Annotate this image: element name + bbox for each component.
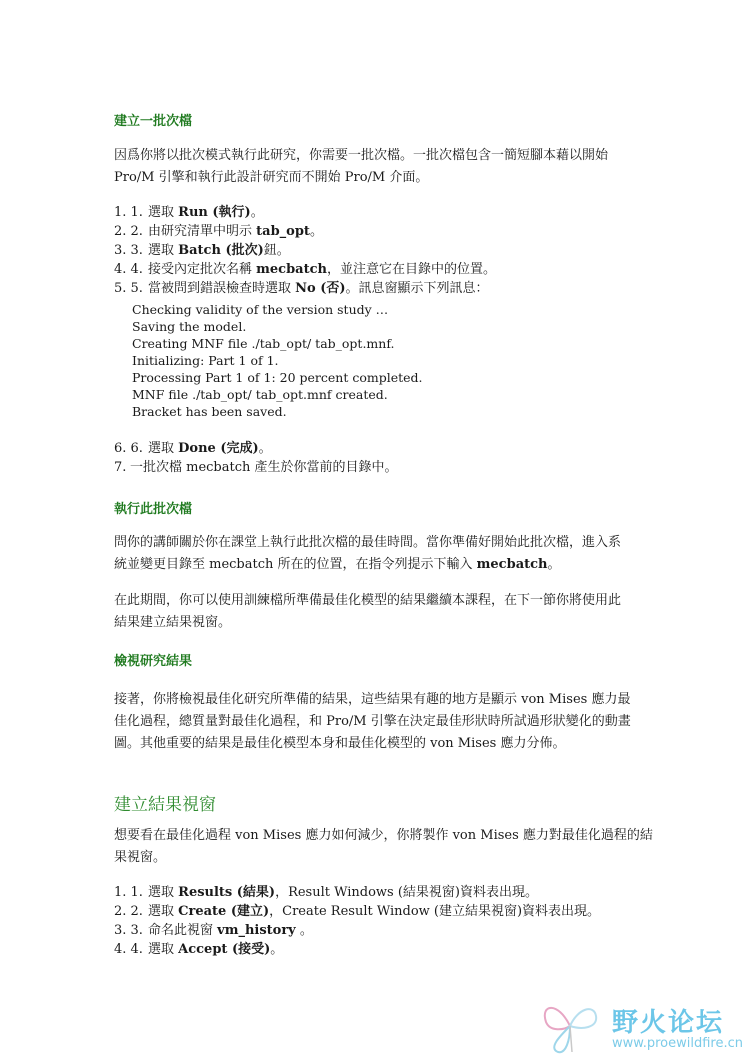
section4-para: [114, 825, 714, 869]
section-heading-create-result-window: 建立結果視窗: [114, 795, 216, 815]
para-line: 接著，你將檢視最佳化研究所準備的結果，這些結果有趣的地方是顯示 von Mises 應力最: [114, 692, 631, 707]
list-item: 7. 一批次檔 mecbatch 產生於你當前的目錄中。: [114, 460, 398, 475]
list-item: 5. 5. 當被問到錯誤檢查時選取 No (否)。訊息窗顯示下列訊息：: [114, 281, 489, 296]
list-item: 2. 2. 由研究清單中明示 tab_opt。: [114, 224, 323, 239]
message-line: Checking validity of the version study …: [132, 302, 389, 317]
para-line: 圖。其他重要的結果是最佳化模型本身和最佳化模型的 von Mises 應力分佈。: [114, 736, 566, 751]
section2-para2: [114, 590, 714, 634]
list-item: 3. 3. 選取 Batch (批次)鈕。: [114, 243, 290, 258]
para-line: 果視窗。: [114, 850, 167, 865]
section-heading-create-batch: 建立一批次檔: [114, 114, 193, 129]
message-line: Initializing: Part 1 of 1.: [132, 353, 279, 368]
list-item: 3. 3. 命名此視窗 vm_history 。: [114, 923, 313, 938]
watermark: [538, 996, 743, 1056]
list-item: 4. 4. 接受內定批次名稱 mecbatch，並注意它在目錄中的位置。: [114, 262, 496, 277]
list-item: 6. 6. 選取 Done (完成)。: [114, 441, 272, 456]
message-line: MNF file ./tab_opt/ tab_opt.mnf created.: [132, 387, 388, 402]
para-line: 統並變更目錄至 mecbatch 所在的位置，在指令列提示下輸入 mecbatch。: [114, 557, 561, 572]
butterfly-logo-icon: [538, 996, 602, 1056]
message-window-output: [132, 301, 423, 420]
section1-steps: [114, 203, 714, 298]
section1-steps-continued: [114, 439, 714, 477]
para-line: 佳化過程，總質量對最佳化過程，和 Pro/M 引擎在決定最佳形狀時所試過形狀變化的動畫: [114, 714, 631, 729]
section4-steps: [114, 883, 714, 959]
para-line: 問你的講師關於你在課堂上執行此批次檔的最佳時間。當你準備好開始此批次檔，進入系: [114, 535, 622, 550]
list-item: 1. 1. 選取 Results (結果)，Result Windows (結果視窗)資料表出現。: [114, 885, 539, 900]
watermark-url: www.proewildfire.cn: [612, 1036, 743, 1051]
para-line: 在此期間，你可以使用訓練檔所準備最佳化模型的結果繼續本課程，在下一節你將使用此: [114, 593, 622, 608]
section-heading-view-results: 檢視研究結果: [114, 654, 193, 669]
watermark-title: 野火论坛: [612, 1008, 725, 1038]
list-item: 1. 1. 選取 Run (執行)。: [114, 205, 264, 220]
intro-line: 因爲你將以批次模式執行此研究，你需要一批次檔。一批次檔包含一簡短腳本藉以開始: [114, 148, 609, 163]
message-line: Creating MNF file ./tab_opt/ tab_opt.mnf.: [132, 336, 395, 351]
para-line: 想要看在最佳化過程 von Mises 應力如何減少，你將製作 von Mises 應力對最佳化過程的結: [114, 828, 653, 843]
section1-intro: [114, 145, 714, 189]
message-line: Saving the model.: [132, 319, 247, 334]
list-item: 4. 4. 選取 Accept (接受)。: [114, 942, 284, 957]
message-line: Processing Part 1 of 1: 20 percent completed.: [132, 370, 423, 385]
section3-para: [114, 689, 714, 755]
section-heading-run-batch: 執行此批次檔: [114, 502, 193, 517]
section2-para1: [114, 532, 714, 576]
message-line: Bracket has been saved.: [132, 404, 287, 419]
para-line: 結果建立結果視窗。: [114, 615, 232, 630]
list-item: 2. 2. 選取 Create (建立)，Create Result Window (建立結果視窗)資料表出現。: [114, 904, 601, 919]
intro-line: Pro/M 引擎和執行此設計研究而不開始 Pro/M 介面。: [114, 170, 429, 185]
